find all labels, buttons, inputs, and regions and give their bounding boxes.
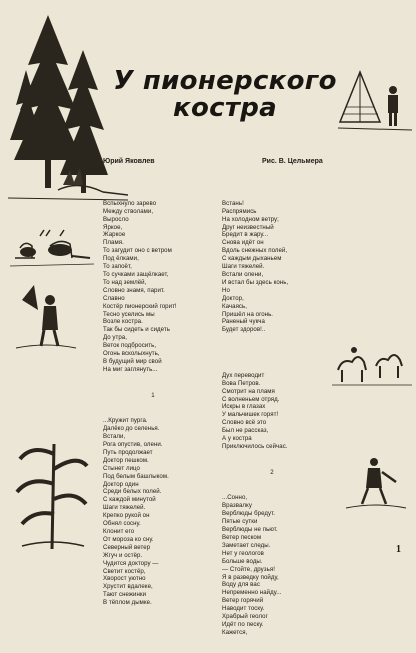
poem-line: От мороза ко сну. (103, 535, 154, 543)
poem-line: Непременно найду... (222, 589, 282, 597)
poem-line: Был не рассказ, (222, 427, 269, 435)
poem-line: Тесно уселись мы (103, 310, 155, 318)
poem-line: То над землёй, (103, 278, 147, 286)
poem-line: Веток подбросить, (103, 342, 157, 350)
poem-line: Яркое, (103, 223, 123, 231)
poem-line: Заметает следы. (222, 541, 271, 549)
poem-line: То сучками защёлкает, (103, 270, 169, 278)
poem-line: Дух переводит (222, 371, 265, 379)
poem-line: Далёко до селенья. (103, 425, 160, 433)
poem-line: Под белым башлыком. (103, 472, 169, 480)
stanza (222, 494, 334, 636)
poem-line: Огонь всколыхнуть, (103, 350, 160, 358)
poem-line: В будущий мир свой (103, 357, 162, 365)
poem-line: Между стволами, (103, 207, 154, 215)
poem-line: Крепко рукой он (103, 512, 150, 520)
poem-line: Вдоль снежных полей, (222, 247, 288, 255)
poem-line: Нет у геологов (222, 549, 264, 557)
camel-riders-illustration (332, 330, 412, 390)
stanza-gap (222, 350, 334, 356)
poem-line: Среди белых полей. (103, 488, 162, 496)
poem-line: Шаги тяжелей. (103, 504, 146, 512)
poem-line: Пятые сутки (222, 518, 258, 526)
section-number: 2 (270, 468, 274, 476)
stanza (222, 372, 334, 451)
poem-line: Встали олени, (222, 270, 264, 278)
poem-line: Друг неизвестный (222, 223, 274, 231)
poem-line: Светит костёр, (103, 567, 146, 575)
poem-line: Снова идёт он (222, 239, 264, 247)
poem-line: Словно всё это (222, 419, 267, 427)
poem-line: Храбрый геолог (222, 613, 268, 621)
poem-line: Смотрит на пламя (222, 387, 275, 395)
poem-line: А у костра (222, 435, 252, 443)
poem-line: Раненый чукча (222, 318, 265, 326)
poem-line: Воду для вас (222, 581, 260, 589)
poem-line: Будет здоров!.. (222, 326, 266, 334)
poem-line: Хрустит вдалеке, (103, 583, 153, 591)
poem-line: У мальчишек горят! (222, 411, 279, 419)
poem-line: С каждым дыханьем (222, 255, 282, 263)
poem-line: Искры в глазах (222, 403, 266, 411)
poem-line: Так бы сидеть и сидеть (103, 326, 170, 334)
poem-line: Чудится доктору — (103, 559, 159, 567)
pine-tree-illustration (12, 434, 92, 554)
poem-line: Северный ветер (103, 543, 151, 551)
poem-line: Доктор, (222, 294, 244, 302)
geologist-illustration (346, 452, 406, 512)
illustrator-credit: Рис. В. Цельмера (262, 158, 323, 165)
poem-line: Больше воды. (222, 557, 263, 565)
poem-line: Ветер горячий (222, 597, 264, 605)
poem-line: Возле костра. (103, 318, 143, 326)
poem-line: Встань! (222, 199, 244, 207)
poem-line: Жгуч и остёр. (103, 551, 143, 559)
poem-line: Качаясь, (222, 302, 247, 310)
poem-line: Ветер песком (222, 533, 262, 541)
poem-line: Хворост уютно (103, 575, 146, 583)
poem-line: До утра, (103, 334, 127, 342)
poem-line: Выросло (103, 215, 129, 223)
poem-line: Но (222, 286, 230, 294)
stanza (222, 200, 334, 334)
poem-line: Идёт по песку. (222, 620, 264, 628)
poem-line: Вова Петров. (222, 379, 261, 387)
poem-line: Приключилось сейчас. (222, 443, 288, 450)
poem-line: Рога опустив, олени. (103, 441, 163, 448)
stanza (103, 417, 215, 607)
poem-line: Вспыхнуло зарево (103, 199, 157, 207)
poem-line: Стынет лицо (103, 464, 140, 472)
reindeer-sled-illustration (10, 228, 94, 270)
poem-line: Клонит его (103, 527, 135, 535)
poem-line: Обнял сосну. (103, 520, 141, 528)
poem-column-left (103, 184, 215, 623)
poem-line: Доктор один (103, 480, 139, 488)
poem-line: Пламя. (103, 239, 124, 247)
poem-line: Верблюды не пьют. (222, 526, 278, 534)
poem-line: ...Кружит пурга. (103, 417, 148, 425)
page-title-line2: костра (173, 93, 277, 123)
doctor-blizzard-illustration (16, 280, 76, 352)
poem-line: Пришёл на огонь. (222, 310, 274, 318)
poem-line: И встал бы здесь конь, (222, 278, 289, 286)
poem-line: Шаги тяжелей. (222, 263, 265, 271)
poem-line: Кажется, (222, 628, 248, 636)
poem-line: С волненьем отряд. (222, 395, 280, 403)
poem-line: Тают снежинки (103, 591, 147, 599)
poem-line: На миг заглянуть... (103, 365, 158, 373)
poem-line: Костёр пионерский горит! (103, 302, 177, 310)
poem-line: То загудит оно с ветром (103, 247, 172, 255)
poem-line: Доктор пешком. (103, 456, 149, 464)
poem-line: Я в разведку пойду, (222, 573, 279, 581)
poem-line: Распрямись (222, 207, 257, 215)
poem-line: — Стойте, друзья! (222, 565, 275, 573)
poem-line: ...Сонно, (222, 494, 248, 502)
poem-line: Словно знамя, парит. (103, 286, 165, 294)
poem-line: В тёплом дымке. (103, 599, 152, 607)
stanza (103, 200, 215, 374)
poem-line: То запоёт, (103, 263, 132, 271)
poem-line: Славно (103, 294, 125, 302)
poem-line: Наводит тоску. (222, 605, 265, 613)
poem-line: Бредит в жару... (222, 231, 269, 239)
poem-line: Путь продолжает (103, 448, 153, 456)
title-block (100, 68, 350, 122)
poem-line: На холодном ветру; (222, 215, 279, 223)
poem-line: Жаркое (103, 231, 126, 239)
poem-column-right (222, 184, 334, 653)
poem-line: Верблюды бредут. (222, 510, 276, 518)
poem-line: Встали, (103, 433, 126, 441)
section-number: 1 (151, 391, 155, 399)
poem-line: Под ёлками, (103, 255, 139, 263)
page-title-line1: У пионерского (113, 66, 337, 96)
author-name: Юрий Яковлев (103, 158, 155, 165)
page-number: 1 (396, 544, 401, 555)
poem-line: С каждой минутой (103, 496, 156, 504)
poem-line: Вразвалку (222, 502, 252, 510)
